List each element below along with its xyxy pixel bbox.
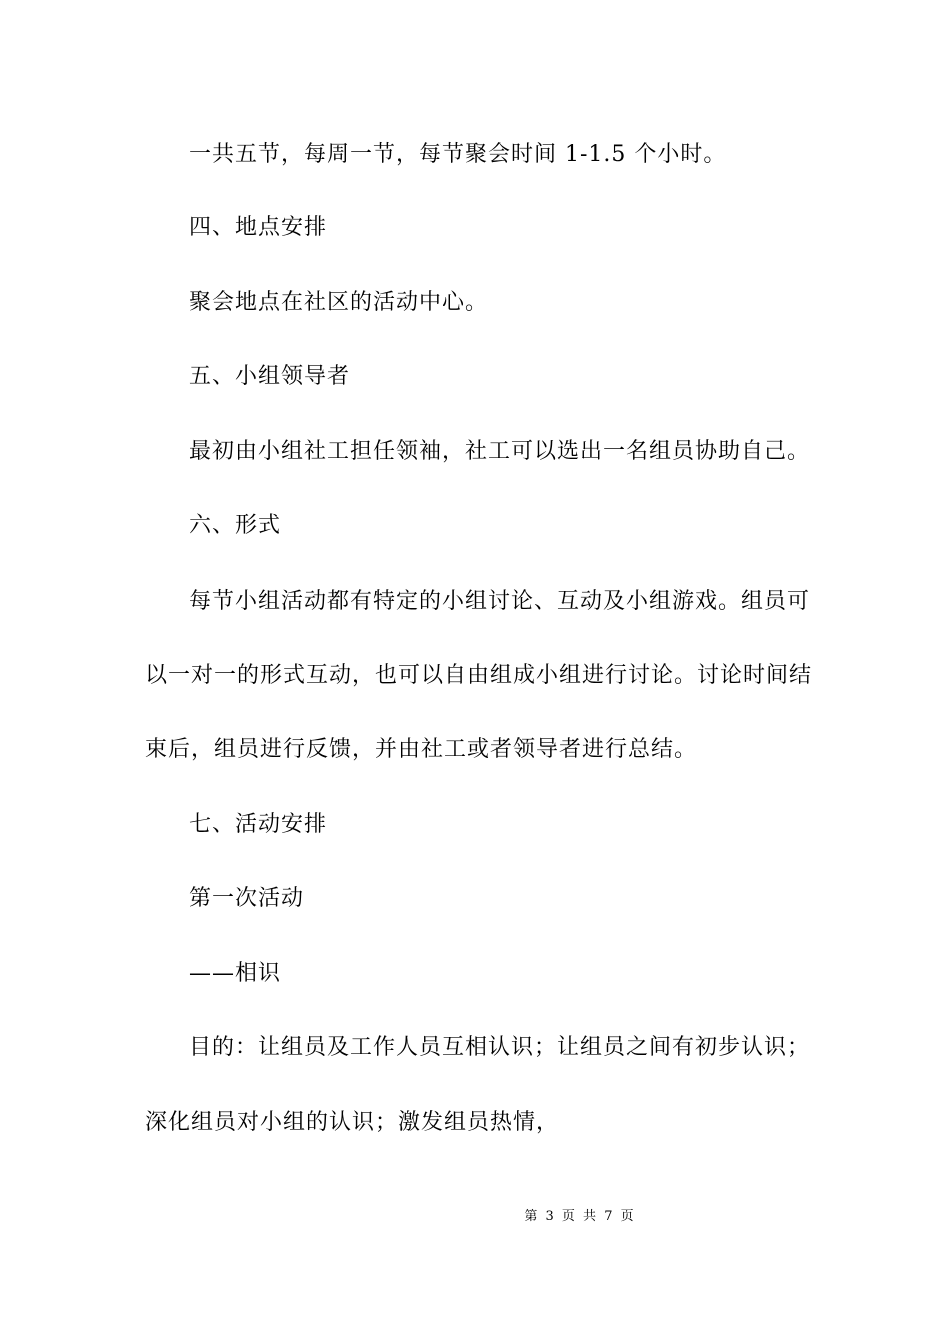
heading-format: 六、形式 — [189, 513, 282, 538]
paragraph-format-line-2: 以一对一的形式互动，也可以自由组成小组进行讨论。讨论时间结 — [145, 663, 813, 688]
paragraph-leader: 最初由小组社工担任领袖，社工可以选出一名组员协助自己。 — [189, 439, 811, 464]
paragraph-schedule: 一共五节，每周一节，每节聚会时间 1-1.5 个小时。 — [189, 142, 727, 167]
paragraph-location: 聚会地点在社区的活动中心。 — [189, 290, 489, 315]
page-footer — [0, 1208, 950, 1226]
heading-leader: 五、小组领导者 — [189, 364, 351, 389]
heading-activities: 七、活动安排 — [189, 812, 328, 837]
paragraph-format-line-3: 束后，组员进行反馈，并由社工或者领导者进行总结。 — [145, 737, 698, 762]
page-number: 第 3 页 共 7 页 — [524, 1209, 636, 1224]
paragraph-purpose-line-1: 目的：让组员及工作人员互相认识；让组员之间有初步认识； — [189, 1035, 811, 1060]
heading-location: 四、地点安排 — [189, 215, 328, 240]
paragraph-format-line-1: 每节小组活动都有特定的小组讨论、互动及小组游戏。组员可 — [189, 589, 811, 614]
subheading-first-activity: 第一次活动 — [189, 886, 305, 911]
paragraph-purpose-line-2: 深化组员对小组的认识；激发组员热情， — [145, 1110, 560, 1135]
subheading-acquaintance: ——相识 — [189, 961, 282, 986]
